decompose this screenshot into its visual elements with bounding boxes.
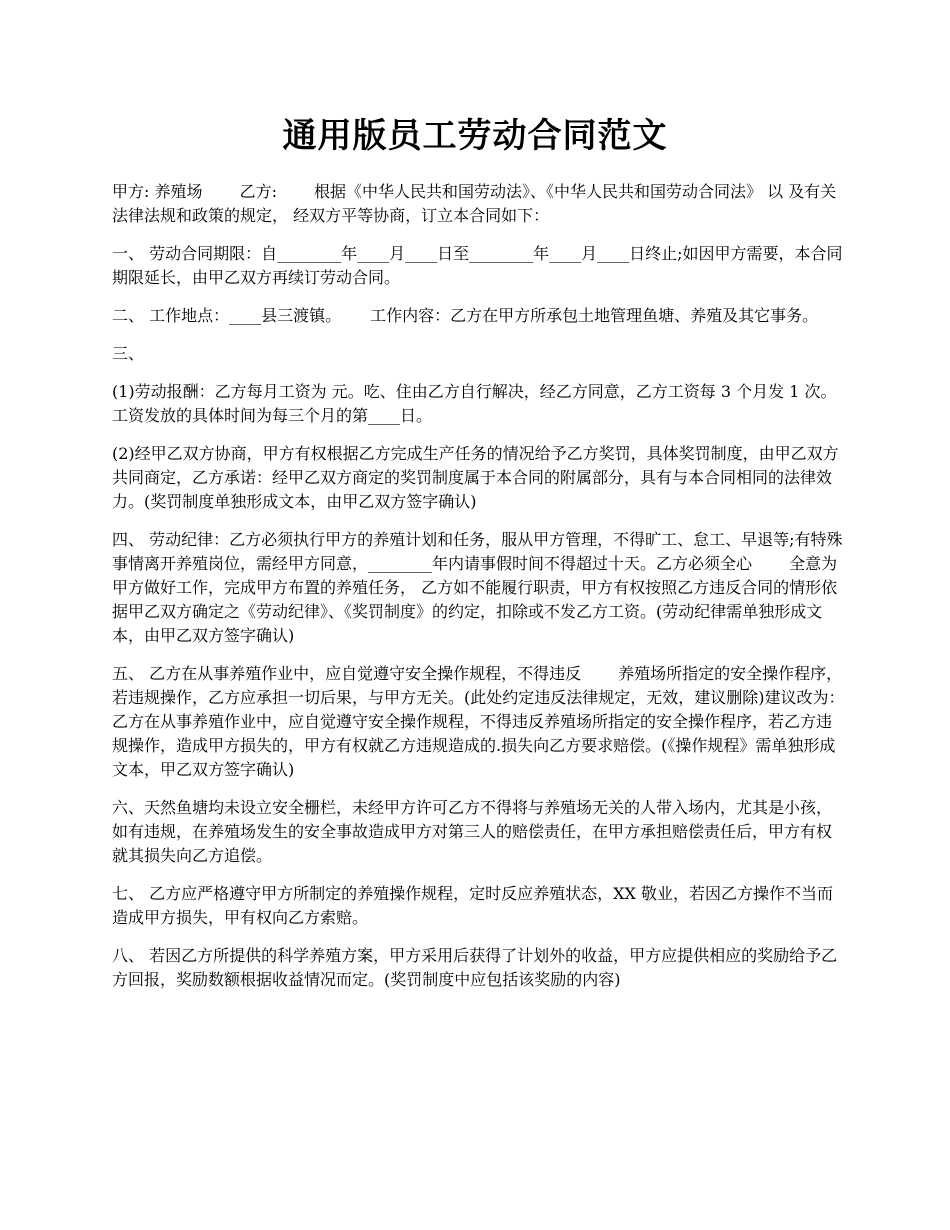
document-title: 通用版员工劳动合同范文 — [282, 116, 668, 156]
paragraph-pond-safety: 六、天然鱼塘均未设立安全栅栏，未经甲方许可乙方不得将与养殖场无关的人带入场内，尤其是小孩，如有违规，在养殖场发生的安全事故造成甲方对第三人的赔偿责任，在甲方承担赔偿责任后，甲方有权就其损失向乙方追偿。 — [112, 798, 833, 865]
paragraph-contract-term: 一、 劳动合同期限：自________年____月____日至________年____月____日终止;如因甲方需要，本合同期限延长，由甲乙双方再续订劳动合同。 — [112, 244, 843, 287]
paragraph-preamble: 甲方: 养殖场 乙方: 根据《中华人民共和国劳动法》、《中华人民共和国劳动合同法》 以 及有关法律法规和政策的规定， 经双方平等协商，订立本合同如下： — [112, 182, 837, 225]
paragraph-section-three-heading: 三、 — [112, 344, 145, 363]
paragraph-work-location: 二、 工作地点：____县三渡镇。 工作内容：乙方在甲方所承包土地管理鱼塘、养殖及其它事务。 — [112, 306, 819, 325]
paragraph-remuneration: (1)劳动报酬：乙方每月工资为 元。吃、住由乙方自行解决，经乙方同意，乙方工资每 3 个月发 1 次。工资发放的具体时间为每三个月的第____日。 — [112, 382, 837, 425]
paragraph-rewards-penalties: (2)经甲乙双方协商，甲方有权根据乙方完成生产任务的情况给予乙方奖罚，具体奖罚制度，由甲乙双方共同商定，乙方承诺：经甲乙双方商定的奖罚制度属于本合同的附属部分，具有与本合同相同的法律效力。(奖罚制度单独形成文本，由甲乙双方签字确认) — [112, 444, 839, 511]
paragraph-operation-rules: 七、 乙方应严格遵守甲方所制定的养殖操作规程，定时反应养殖状态，XX 敬业，若因乙方操作不当而造成甲方损失，甲有权向乙方索赔。 — [112, 884, 833, 927]
paragraph-bonus: 八、 若因乙方所提供的科学养殖方案，甲方采用后获得了计划外的收益，甲方应提供相应的奖励给予乙方回报，奖励数额根据收益情况而定。(奖罚制度中应包括该奖励的内容) — [112, 946, 838, 989]
paragraph-labor-discipline: 四、 劳动纪律：乙方必须执行甲方的养殖计划和任务，服从甲方管理，不得旷工、怠工、早退等;有特殊事情离开养殖岗位，需经甲方同意，________年内请事假时间不得超过十天。乙方必须全心 全意为甲方做好工作，完成甲方布置的养殖任务， 乙方如不能履行职责，甲方有权按照乙方违反合同的情形依据甲乙双方确定之《劳动纪律》、《奖罚制度》的约定，扣除或不发乙方工资。(劳动纪律需单独形成文本，由甲乙双方签字确认) — [112, 530, 843, 645]
document-body — [112, 180, 846, 1006]
paragraph-safety-rules: 五、 乙方在从事养殖作业中，应自觉遵守安全操作规程，不得违反 养殖场所指定的安全操作程序，若违规操作，乙方应承担一切后果，与甲方无关。(此处约定违反法律规定，无效，建议删除)建议改为：乙方在从事养殖作业中，应自觉遵守安全操作规程，不得违反养殖场所指定的安全操作程序，若乙方违规操作，造成甲方损失的，甲方有权就乙方违规造成的.损失向乙方要求赔偿。(《操作规程》需单独形成文本，甲乙双方签字确认) — [112, 664, 845, 779]
